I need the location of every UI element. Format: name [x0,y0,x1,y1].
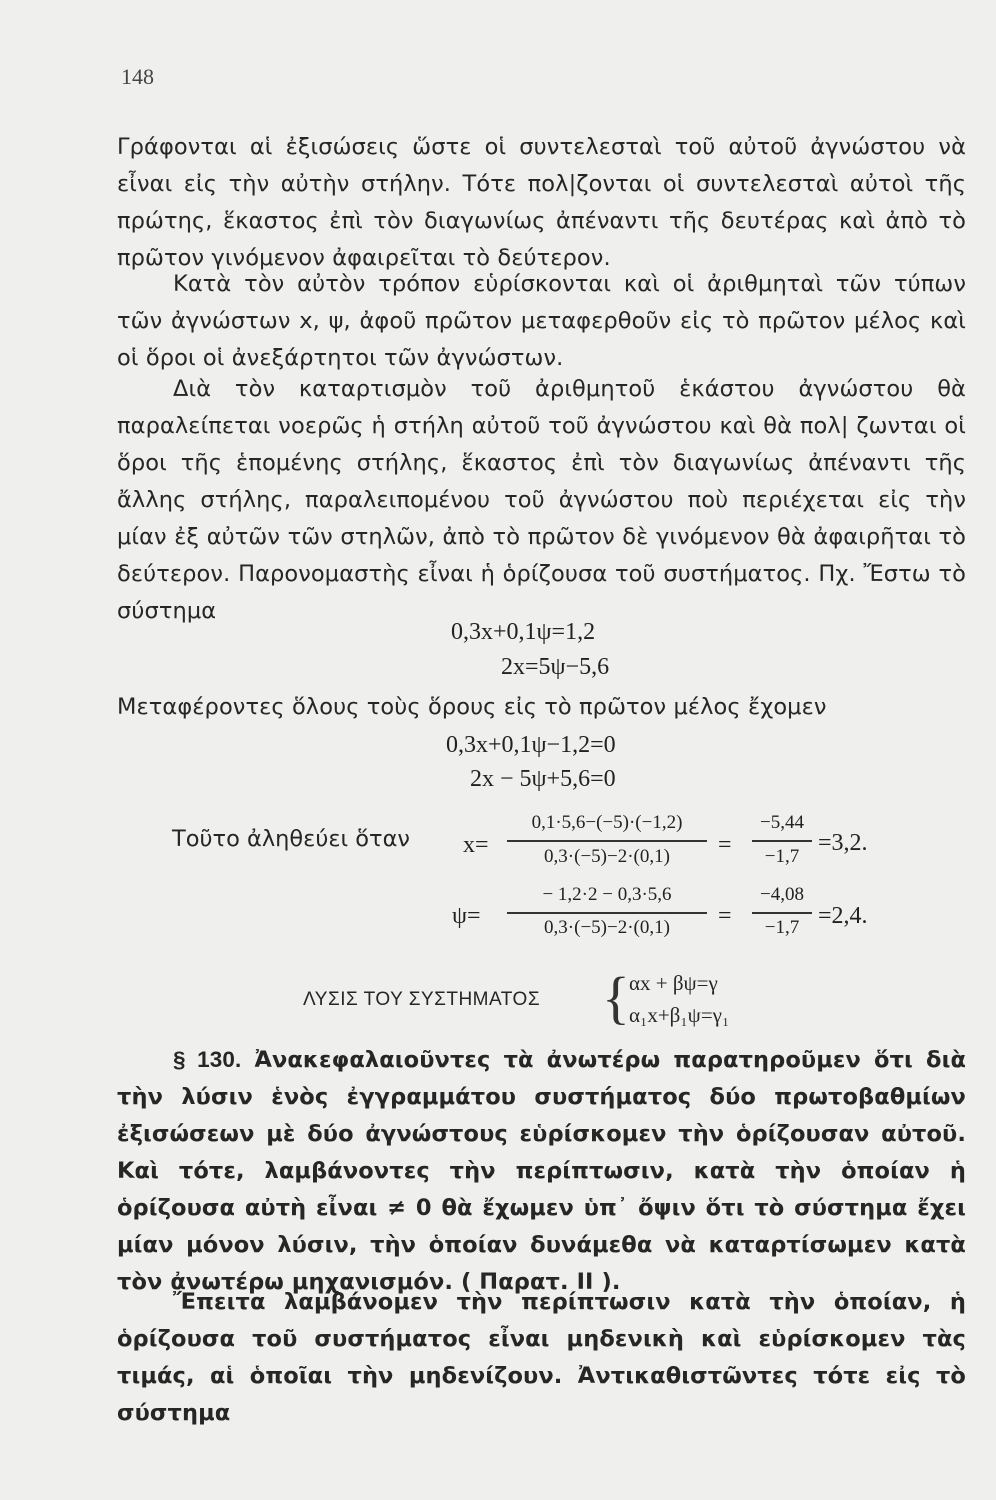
paragraph-2: Κατὰ τὸν αὐτὸν τρόπον εὑρίσκονται καὶ οἱ ἀριθμηταὶ τῶν τύπων τῶν ἀγνώστων x, ψ, ἀφοῦ πρῶτον μεταφερθοῦν εἰς τὸ πρῶτον μέλος καὶ οἱ ὅροι οἱ ἀνεξάρτητοι τῶν ἀγνώστων. [117,271,966,371]
y-fraction-bar [507,912,707,914]
solution-label: Τοῦτο ἀληθεύει ὅταν [172,826,410,852]
system-equation-1: αx + βψ=γ [629,971,718,995]
y-numerator-2: −4,08 [760,884,804,905]
x-denominator: 0,3·(−5)−2·(0,1) [544,846,670,867]
x-fraction-bar [507,840,707,842]
x-numerator-2: −5,44 [760,812,804,833]
example-equation-1: 0,3x+0,1ψ=1,2 [451,619,596,645]
paragraph-1: Γράφονται αἱ ἐξισώσεις ὥστε οἱ συντελεσταὶ τοῦ αὐτοῦ ἀγνώστου νὰ εἶναι εἰς τὴν αὐτὴν στήλην. Τότε πολ|ζονται οἱ συντελεσταὶ αὐτοὶ τῆς πρώτης, ἕκαστος ἐπὶ τὸν διαγωνίως ἀπέναντι τῆς δευτέρας καὶ ἀπὸ τὸ πρῶτον γινόμενον ἀφαιρεῖται τὸ δεύτερον. [117,134,966,271]
y-result: =2,4. [818,903,868,929]
x-equals: = [718,832,732,858]
x-lhs: x= [463,832,489,858]
x-result: =3,2. [818,830,868,856]
x-numerator: 0,1·5,6−(−5)·(−1,2) [531,812,683,833]
paragraph-4: Μεταφέροντες ὅλους τοὺς ὅρους εἰς τὸ πρῶτον μέλος ἔχομεν [117,694,827,720]
y-denominator-2: −1,7 [764,917,800,938]
paragraph-3-block [117,371,966,630]
y-equals: = [718,903,732,929]
system-title: ΛΥΣΙΣ ΤΟΥ ΣΥΣΤΗΜΑΤΟΣ [303,989,541,1010]
system-brace: { [602,965,630,1030]
y-numerator: − 1,2·2 − 0,3·5,6 [542,884,672,905]
last-paragraph: Ἔπειτα λαμβάνομεν τὴν περίπτωσιν κατὰ τὴν ὁποίαν, ἡ ὁρίζουσα τοῦ συστήματος εἶναι μηδενικὴ καὶ εὑρίσκομεν τὰς τιμάς, αἱ ὁποῖαι τὴν μηδενίζουν. Ἀντικαθιστῶντες τότε εἰς τὸ σύστημα [117,1289,966,1426]
section-130-text: Ἀνακεφαλαιοῦντες τὰ ἀνωτέρω παρατηροῦμεν ὅτι διὰ τὴν λύσιν ἑνὸς ἐγγραμμάτου συστήματος δύο πρωτοβαθμίων ἐξισώσεων μὲ δύο ἀγνώστους εὑρίσκομεν τὴν ὁρίζουσαν αὐτοῦ. Καὶ τότε, λαμβάνοντες τὴν περίπτωσιν, κατὰ τὴν ὁποίαν ἡ ὁρίζουσα αὐτὴ εἶναι ≠ 0 θὰ ἔχωμεν ὑπ᾽ ὄψιν ὅτι τὸ σύστημα ἔχει μίαν μόνον λύσιν, τὴν ὁποίαν δυνάμεθα νὰ καταρτίσωμεν κατὰ τὸν ἀνωτέρω μηχανισμόν. ( Παρατ. ΙΙ ). [117,1047,966,1295]
paragraph-3: Διὰ τὸν καταρτισμὸν τοῦ ἀριθμητοῦ ἑκάστου ἀγνώστου θὰ παραλείπεται νοερῶς ἡ στήλη αὐτοῦ τοῦ ἀγνώστου καὶ θὰ πολ| ζωνται οἱ ὅροι τῆς ἑπομένης στήλης, ἕκαστος ἐπὶ τὸν διαγωνίως ἀπέναντι τῆς ἄλλης στήλης, παραλειπομένου τοῦ ἀγνώστου ποὺ περιέχεται εἰς τὴν μίαν ἐξ αὐτῶν τῶν στηλῶν, ἀπὸ τὸ πρῶτον δὲ γινόμενον θὰ ἀφαιρῆται τὸ δεύτερον. Παρονομαστὴς εἶναι ἡ ὁρίζουσα τοῦ συστήματος. Πχ. Ἔστω τὸ σύστημα [117,376,966,624]
x-fraction-bar-2 [752,840,812,842]
x-denominator-2: −1,7 [764,846,800,867]
y-denominator: 0,3·(−5)−2·(0,1) [544,917,670,938]
y-lhs: ψ= [452,903,481,929]
section-number: § 130. [173,1047,242,1072]
example-equation-2: 2x=5ψ−5,6 [501,654,610,680]
paragraph-1-block [117,129,966,277]
paragraph-2-block [117,266,966,377]
page-number: 148 [121,64,154,89]
section-130-block [117,1041,966,1301]
y-fraction-bar-2 [752,912,812,914]
moved-equation-1: 0,3x+0,1ψ−1,2=0 [446,732,616,758]
paragraph-4-block [117,689,966,726]
system-equation-2: α₁x+β₁ψ=γ₁ [629,1003,730,1027]
moved-equation-2: 2x − 5ψ+5,6=0 [470,766,616,792]
last-paragraph-block [117,1284,966,1432]
